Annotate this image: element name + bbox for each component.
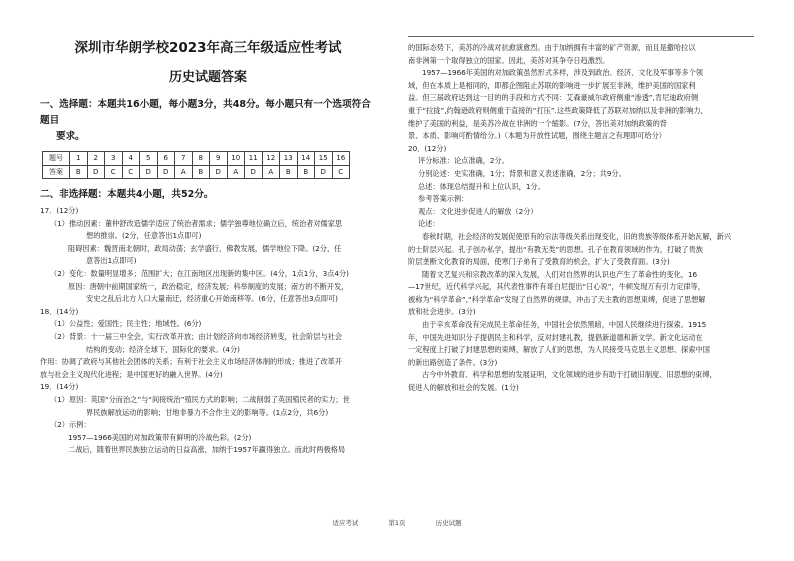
answer-text-line: 的士阶层兴起。孔子创办私学，提出“有教无类”的思想。孔子在教育领域的作为，打破了贵族 [408,244,703,254]
answer-text-line: 古今中外教育、科学和思想的发展证明，文化领域的进步有助于打破旧制度、旧思想的束缚， [422,370,717,380]
footer-subject: 历史试题 [435,519,462,527]
answer-text-line: 17．(12分) [40,206,79,215]
footer-exam-name: 适应考试 [332,519,359,527]
page-footer [0,518,794,527]
answer-text-line: （1）原因：英国“分而治之”与“间接统治”殖民方式的影响；二战削弱了英国殖民者的实力；世 [50,394,350,404]
answer-text-line: 促进人的解放和社会的发展。(1分) [408,383,519,393]
answer-text-line: 被称为“科学革命”,“科学革命”发现了自然界的规律，冲击了天主教的思想束缚，促进了思想解 [408,294,706,304]
answer-text-line: （2）背景：十一届三中全会，实行改革开放；由计划经济向市场经济转变，社会阶层与社会 [50,331,343,341]
answer-cell: D [315,165,333,179]
question-number-cell: 16 [332,152,350,166]
answer-text-line: 1957—1966美国的对加政策带有鲜明的冷战色彩。(2分) [68,432,252,442]
question-number-cell: 1 [70,152,88,166]
answer-text-line: 维护了美国的利益，是美苏冷战在非洲的一个缩影。(7分，答出美对加纳政策的背 [408,118,667,128]
answer-cell: D [210,165,228,179]
question-number-cell: 2 [87,152,105,166]
answer-text-line: 20．(12分) [408,143,447,153]
footer-page-number: 第1页 [388,519,406,527]
answer-text-line: 一定程度上打破了封建思想的束缚，解放了人们的思想，为人民接受马克思主义思想、探索中国 [408,345,710,355]
page-title: 深圳市华朗学校2023年高三年级适应性考试 [74,40,342,56]
answer-text-line: 随着文艺复兴和宗教改革的深入发展，人们对自然界的认识也产生了革命性的变化，16 [422,269,698,279]
answer-cell: B [280,165,298,179]
left-answer-body [40,205,376,457]
question-number-cell: 12 [262,152,280,166]
answer-table-answer-row [43,165,350,179]
question-number-cell: 4 [122,152,140,166]
question-number-cell: 10 [227,152,245,166]
answer-text-line: 界民族解放运动的影响；甘地非暴力不合作主义的影响等。(1点2分，共6分) [86,407,329,417]
answer-text-line: —17世纪，近代科学兴起，其代表性事件有哥白尼提出“日心说”，牛顿发现万有引力定律等， [408,282,705,292]
answer-text-line: （1）公益性；爱国性；民主性；地域性。(6分) [50,319,202,329]
answer-text-line: 的新出路创造了条件。(3分) [408,357,498,367]
question-number-cell: 9 [210,152,228,166]
section1-heading: 一、选择题：本题共16小题，每小题3分，共48分。每小题只有一个选项符合题目 [40,99,371,126]
answer-text-line: 评分标准：论点准确，2分。 [418,156,509,166]
answer-cell: C [105,165,123,179]
question-number-cell: 5 [140,152,158,166]
question-number-cell: 13 [280,152,298,166]
answer-table [42,151,350,179]
answer-cell: D [87,165,105,179]
answer-text-line: 论述： [418,219,440,229]
top-divider-line [408,36,754,37]
question-number-cell: 7 [175,152,193,166]
answer-text-line: 益。但三届政府达到这一目的的手段和方式不同：艾森豪威尔政府侧重“渗透”,肯尼迪政府侧 [408,93,699,103]
answer-text-line: 参考答案示例： [418,194,469,204]
answer-text-line: （2）示例： [50,420,91,430]
answer-text-line: 总述：体现总结提升和上位认识，1分。 [418,181,545,191]
answer-text-line: 原因：唐朝中前期国家统一，政治稳定，经济发展；科举制度的发展；南方的不断开发， [68,281,349,291]
answer-table-number-row [43,152,350,166]
answer-text-line: 18．(14分) [40,306,79,316]
question-number-cell: 15 [315,152,333,166]
answer-text-line: 结构的变动；经济全球下，国际化的要求。(4分) [86,344,240,354]
answer-text-line: 重于“拉拢”,约翰逊政府则侧重于直接的“打压”.这些政策降低了苏联对加纳以及非洲的影响力， [408,105,708,115]
table-header-cell: 题号 [43,152,70,166]
answer-cell: A [262,165,280,179]
right-column [408,42,754,395]
answer-cell: A [175,165,193,179]
answer-text-line: 阶层垄断文化教育的局面，使寒门子弟有了受教育的机会，扩大了受教育面。(3分) [408,257,670,267]
answer-text-line: 安史之乱后北方人口大量南迁，经济重心开始南移等。(6分，任意答出3点即可) [86,294,338,304]
answer-text-line: 想的推崇。(2分，任意答出1点即可) [86,231,202,241]
answer-text-line: 1957—1966年美国的对加政策虽然形式多样，涉及到政治、经济、文化及军事等多个领 [422,68,703,78]
question-number-cell: 3 [105,152,123,166]
answer-text-line: （1）推动因素：董仲舒改造儒学适应了统治者需求；儒学独尊地位确立后，统治者对儒家思 [50,218,343,228]
question-number-cell: 6 [157,152,175,166]
answer-cell: A [227,165,245,179]
question-number-cell: 8 [192,152,210,166]
answer-text-line: 阻碍因素：魏晋南北朝时，政局动荡；玄学盛行，佛教发展，儒学地位下降。(2分，任 [68,243,342,253]
answer-text-line: 由于辛亥革命没有完成民主革命任务，中国社会依然黑暗，中国人民继续进行探索。1915 [422,320,707,330]
section1-heading-cont: 要求。 [56,131,85,142]
answer-text-line: 观点：文化进步促进人的解放（2分） [418,206,538,216]
answer-text-line: 春秋时期，社会经济的发展促使原有的宗法等级关系出现变化，旧的贵族等级体系开始瓦解，新兴 [422,231,732,241]
answer-cell: D [140,165,158,179]
answer-text-line: 19．(14分) [40,382,79,392]
answer-text-line: （2）变化：数量明显增多；范围扩大；在江南地区出现新的集中区。(4分，1点1分，3点4分) [50,268,349,278]
answer-text-line: 放与社会主义现代化进程；是中国更好的融入世界。(4分) [40,369,223,379]
answer-text-line: 景、本质、影响可酌情给分。)（本题为开放性试题，围绕主题言之有理即可给分） [408,131,666,141]
question-number-cell: 14 [297,152,315,166]
answer-text-line: 分别论述：史实准确，1分；背景和意义表述准确，2分；共9分。 [418,168,626,178]
answer-cell: B [70,165,88,179]
answer-text-line: 年，中国先进知识分子提倡民主和科学，反对封建礼教，提倡新道德和新文学。新文化运动在 [408,332,703,342]
right-answer-body [408,42,754,395]
answer-text-line: 南非洲第一个取得独立的国家。因此，美苏对其争夺日趋激烈。 [408,55,610,65]
answer-text-line: 域，但在本质上是相同的，即都企图阻止苏联的影响进一步扩展至非洲，维护美国的国家利 [408,80,696,90]
section2-heading: 二、非选择题：本题共4小题，共52分。 [40,189,214,200]
answer-cell: D [245,165,263,179]
answer-cell: B [297,165,315,179]
page-subtitle: 历史试题答案 [168,70,247,85]
answer-text-line: 的国际态势下，美苏的冷战对抗愈演愈烈。由于加纳拥有丰富的矿产资源，而且是撒哈拉以 [408,43,696,52]
table-header-cell: 答案 [43,165,70,179]
answer-text-line: 意答出1点即可) [86,256,137,266]
answer-text-line: 作用：协调了政府与其他社会团体的关系；有利于社会主义市场经济体制的形成；推进了改革开 [40,357,342,367]
question-number-cell: 11 [245,152,263,166]
answer-cell: B [192,165,210,179]
answer-cell: C [332,165,350,179]
answer-cell: D [157,165,175,179]
left-column [40,36,376,457]
answer-text-line: 二战后，随着世界民族独立运动的日益高涨，加纳于1957年赢得独立。而此时两极格局 [68,445,346,455]
answer-text-line: 放和社会进步。(3分) [408,307,476,317]
answer-cell: C [122,165,140,179]
